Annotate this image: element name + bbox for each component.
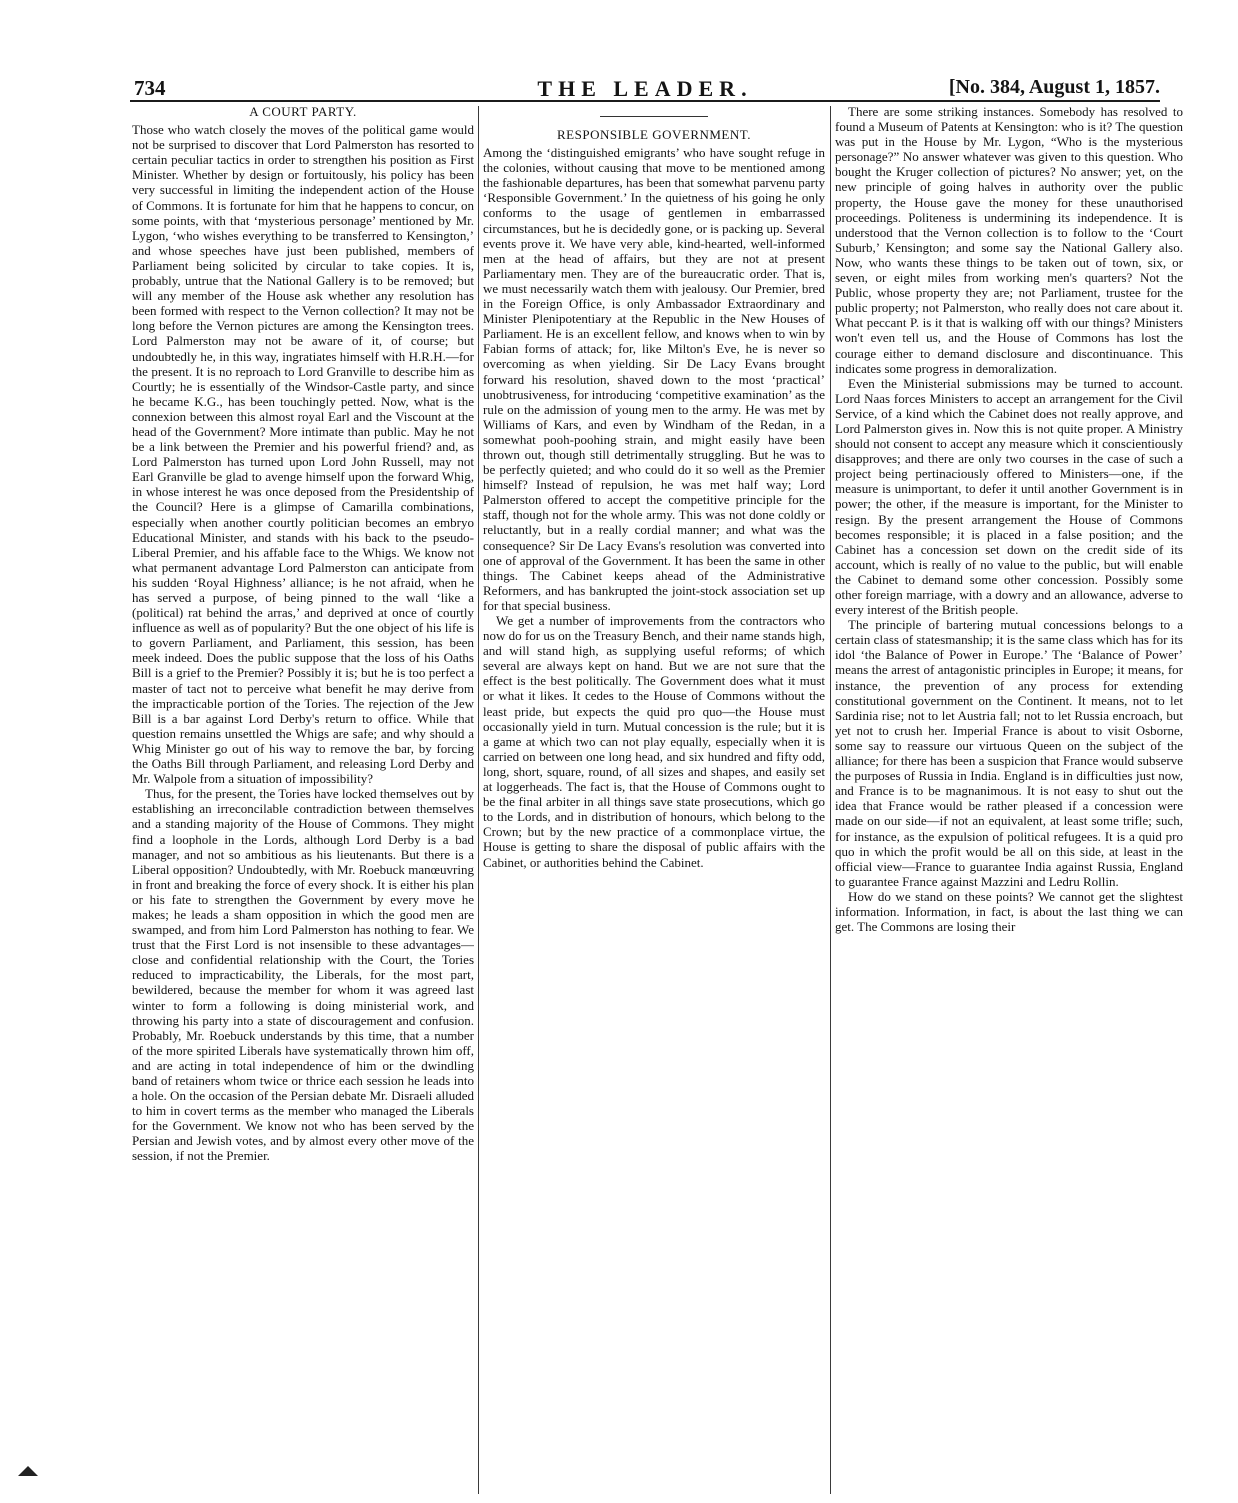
column-2 — [483, 104, 825, 1484]
article-paragraph: There are some striking instances. Somebody has resolved to found a Museum of Patents at Kensington: who is it? The question was put in the House by Mr. Lygon, “Who is the mysterious personage?” No answer whatever was given to this question. Who bought the Kruger collection of pictures? No answer; yet, on the new principle of going halves in authority over the public property, the House gave the money for these unauthorised proceedings. Politeness is undermining its independence. It is understood that the Vernon collection is to follow to the ‘Court Suburb,’ Kensington; and some say the National Gallery also. Now, who wants these things to be taken out of town, six, or seven, or eight miles from working men's quarters? Not the Public, whose property they are; not Parliament, trustee for the public property; not Palmerston, who really does not care about it. What peccant P. is it that is walking off with our things? Ministers won't even tell us, and the House of Commons has lost the courage either to demand disclosure and discontinuance. This indicates some progress in demoralization. — [835, 104, 1183, 376]
newspaper-title: THE LEADER. — [537, 76, 753, 101]
issue-date: [No. 384, August 1, 1857. — [948, 76, 1160, 98]
column-3 — [835, 104, 1183, 1484]
article-paragraph: We get a number of improvements from the contractors who now do for us on the Treasury Bench, and their name stands high, and will stand high, as supplying useful reforms; of which several are always kept on hand. But we are not sure that the effect is the best politically. The Government does what it must or what it likes. It cedes to the House of Commons without the least pride, but expects the quid pro quo—the House must occasionally yield in turn. Mutual concession is the rule; but it is a game at which two can not play equally, especially when it is carried on between one long head, and six hundred and fifty odd, long, short, square, round, of all sizes and shapes, and easily set at loggerheads. The fact is, that the House of Commons ought to be the final arbiter in all things save state prosecutions, which go to the Lords, and in distribution of honours, which belong to the Crown; but by the new practice of a commonplace virtue, the House is getting to share the disposal of public affairs with the Cabinet, or authorities behind the Cabinet. — [483, 613, 825, 870]
article-paragraph: Even the Ministerial submissions may be turned to account. Lord Naas forces Ministers to accept an arrangement for the Civil Service, of a kind which the Cabinet does not really approve, and Lord Palmerston gives in. Now this is not quite proper. A Ministry should not consent to accept any measure which it conscientiously disapproves; and there are only two courses in the case of such a project being pertinaciously offered to Ministers—one, if the measure is unimportant, to defer it until another Government is in power; the other, if the measure is important, for the Minister to resign. By the present arrangement the House of Commons becomes responsible; it is placed in a false position; and the Cabinet has a concession set down on the credit side of its account, which is really of no value to the public, but will enable the Cabinet to demand some other concession. Possibly some other foreign marriage, with a dowry and an allowance, adverse to every interest of the British people. — [835, 375, 1183, 618]
article-paragraph: How do we stand on these points? We cannot get the slightest information. Information, in fact, is about the last thing we can get. The Commons are losing their — [835, 888, 1183, 935]
article-paragraph: Thus, for the present, the Tories have locked themselves out by establishing an irreconcilable contradiction between themselves and a standing majority of the House of Commons. They might find a loophole in the Lords, although Lord Derby is a bad manager, and not so ambitious as his lieutenants. But there is a Liberal opposition? Undoubtedly, with Mr. Roebuck manœuvring in front and breaking the force of every shock. It is either his plan or his fate to strengthen the Government by every move he makes; he leads a sham opposition in which the good men are swamped, and from him Lord Palmerston has nothing to fear. We trust that the First Lord is not insensible to these advantages—close and confidential relationship with the Court, the Tories reduced to impracticability, the Liberals, for the most part, bewildered, because the member for whom it was agreed last winter to form a following is doing ministerial work, and throwing his party into a state of discouragement and confusion. Probably, Mr. Roebuck understands by this time, that a number of the more spirited Liberals have systematically thrown him off, and are acting in total independence of him or the dwindling band of retainers whom twice or thrice each session he leads into a hole. On the occasion of the Persian debate Mr. Disraeli alluded to him in covert terms as the member who managed the Liberals for the Government. We know not who has been served by the Persian and Jewish votes, and by almost every other move of the session, if not the Premier. — [132, 786, 474, 1164]
column-1 — [132, 104, 474, 1484]
article-paragraph: Those who watch closely the moves of the political game would not be surprised to discover that Lord Palmerston has resorted to certain peculiar tactics in order to strengthen his position as First Minister. Whether by design or fortuitously, his policy has been very successful in limiting the independent action of the House of Commons. It is fortunate for him that he happens to concur, on some points, with that ‘mysterious personage’ mentioned by Mr. Lygon, ‘who wishes everything to be transferred to Kensington,’ and whose speeches have just been published, members of Parliament being solicited by circular to take copies. It is, probably, untrue that the National Gallery is to be removed; but will any member of the House ask whether any resolution has been formed with respect to the Vernon collection? It may not be long before the Vernon pictures are among the Kensington trees. Lord Palmerston may not be aware of it, of course; but undoubtedly he, in this way, ingratiates himself with H.R.H.—for the present. It is no reproach to Lord Granville to describe him as Courtly; he is essentially of the Windsor-Castle party, and since he became K.G., has been touchingly petted. Now, what is the connexion between this almost royal Earl and the Viscount at the head of the Government? More intimate than public. May he not be a link between the Premier and his powerful friend? and, as Lord Palmerston has turned upon Lord John Russell, may not Earl Granville be glad to avenge himself upon the forward Whig, in whose interest he was once deposed from the Presidentship of the Council? Here is a glimpse of Camarilla combinations, especially when another courtly politician becomes an embryo Educational Minister, and stands with his back to the pseudo-Liberal Premier, and his affable face to the Whigs. We know not what permanent advantage Lord Palmerston can anticipate from his sudden ‘Royal Highness’ alliance; is he not afraid, when he has served a purpose, of being pinned to the wall ‘like a (political) rat behind the arras,’ and deprived at once of courtly influence as well as of popularity? But the one object of his life is to govern Parliament, and Parliament, this session, has been meek indeed. Does the public suppose that the loss of his Oaths Bill is a grief to the Premier? Possibly it is; but he is too perfect a master of tact not to perceive what benefit he may derive from the impracticable portion of the Tories. The rejection of the Jew Bill is a bar against Lord Derby's return to office. While that question remains unsettled the Whigs are safe; and why should a Whig Minister go out of his way to remove the bar, by forcing the Oaths Bill through Parliament, and releasing Lord Derby and Mr. Walpole from a situation of impossibility? — [132, 122, 474, 787]
masthead — [130, 76, 1160, 102]
margin-mark-icon — [18, 1466, 38, 1476]
column-divider — [830, 106, 831, 1494]
article-title-responsible-government: RESPONSIBLE GOVERNMENT. — [557, 127, 751, 142]
article-paragraph: The principle of bartering mutual concessions belongs to a certain class of statesmanship; it is the same class which has for its idol ‘the Balance of Power in Europe.’ The ‘Balance of Power’ means the arrest of antagonistic principles in Europe; it means, for instance, the prevention of any process for extending constitutional government on the Continent. It means, not to let Sardinia rise; not to let Austria fall; not to let Russia encroach, but yet not to crush her. Imperial France is about to visit Osborne, some say to reassure our virtuous Queen on the subject of the alliance; for there has been a suspicion that France would subserve the purposes of Russia in India. England is in difficulties just now, and France is to be magnanimous. It is not easy to shut out the idea that France would be rather pleased if a concession were made on our side—if not an equivalent, at least some trifle; such, for instance, as the expulsion of political refugees. It is a quid pro quo in which the profit would be all on this side, at least in the official view—France to guarantee India against Russia, England to guarantee France against Mazzini and Ledru Rollin. — [835, 617, 1183, 889]
section-divider — [600, 116, 708, 117]
article-title-court-party: A COURT PARTY. — [249, 104, 357, 119]
page-number: 734 — [134, 76, 166, 100]
column-divider — [478, 106, 479, 1494]
article-paragraph: Among the ‘distinguished emigrants’ who have sought refuge in the colonies, without causing that move to be mentioned among the fashionable departures, has been that somewhat parvenu party ‘Responsible Government.’ In the quietness of his going he only conforms to the usage of gentlemen in embarrassed circumstances, but he is decidedly gone, or is packing up. Several events prove it. We have very able, kind-hearted, well-informed men at the head of affairs, but they are not at present Parliamentary men. They are of the bureaucratic order. That is, we must necessarily watch them with jealousy. Our Premier, bred in the Foreign Office, is only Ambassador Extraordinary and Minister Plenipotentiary at the Republic in the New Houses of Parliament. He is an excellent fellow, and knows when to win by Fabian forms of attack; for, like Milton's Eve, he is never so overcoming as when yielding. Sir De Lacy Evans brought forward his resolution, shaved down to the most ‘practical’ unobtrusiveness, for introducing ‘competitive examination’ as the rule on the admission of young men to the army. He was met by Williams of Kars, and even by Windham of the Redan, in a somewhat pooh-poohing strain, and might easily have been thrown out, though still detrimentally struggling. But he was to be perfectly quieted; and who could do it so well as the Premier himself? Instead of repulsion, he was met half way; Lord Palmerston offered to accept the competitive principle for the staff, though not for the whole army. This was not done coldly or reluctantly, but in a really cordial manner; and what was the consequence? Sir De Lacy Evans's resolution was converted into one of approval of the Government. It has been the same in other things. The Cabinet keeps ahead of the Administrative Reformers, and has bankrupted the joint-stock association set up for that special business. — [483, 145, 825, 613]
